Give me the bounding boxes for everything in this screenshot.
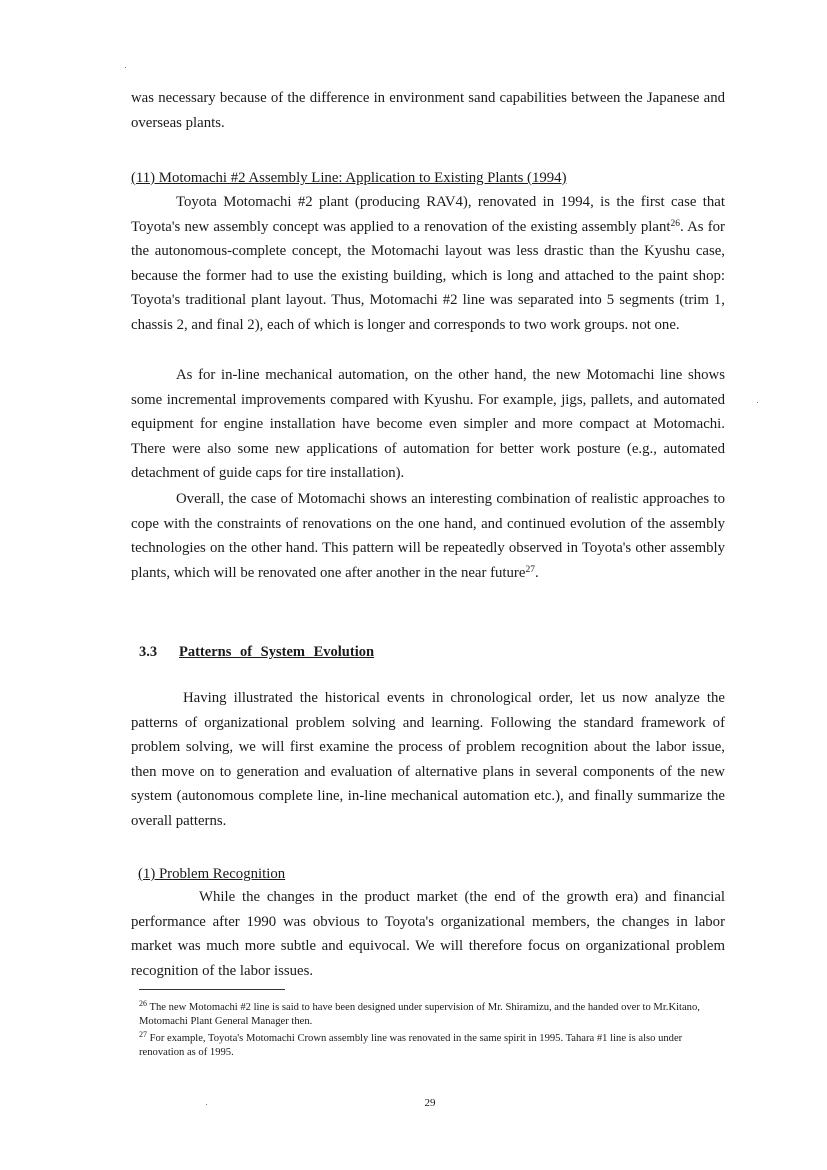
footnote-ref-27[interactable]: 27: [525, 564, 535, 575]
section-heading-3-3: 3.3 Patterns of System Evolution: [139, 644, 375, 660]
paragraph-overall: Overall, the case of Motomachi shows an interesting combination of realistic approaches to cope with the constraints of renovations on the one hand, and continued evolution of the assembly technologies on the other hand. This pattern will be repeatedly observed in Toyota's other assembly plants, which will be renovated one after another in the near future$^{27}$.: [131, 491, 725, 581]
footnote-27: $^{27}$ For example, Toyota's Motomachi Crown assembly line was renovated in the same spirit in 1995. Tahara #1 line is also under renovation as of 1995.: [139, 1030, 683, 1058]
page-number: 29: [424, 1097, 436, 1109]
paragraph-problem-recognition: While the changes in the product market (the end of the growth era) and financial performance after 1990 was obvious to Toyota's organizational members, the changes in labor market was much more subtle and equivocal. We will therefore focus on organizational problem recognition of the labor issues.: [131, 889, 725, 979]
paragraph-patterns-intro: Having illustrated the historical events in chronological order, let us now analyze the patterns of organizational problem solving and learning. Following the standard framework of problem solving, we will first examine the process of problem recognition about the labor issue, then move on to generation and evaluation of alternative plans in several components of the new system (autonomous complete line, in-line mechanical automation etc.), and finally summarize the overall patterns.: [131, 690, 725, 829]
footnote-26: $^{26}$ The new Motomachi #2 line is said to have been designed under supervision of Mr. Shiramizu, and the handed over to Mr.Kitano, Motomachi Plant General Manager then.: [139, 999, 700, 1027]
scan-speck: [125, 67, 126, 68]
paragraph-continuation: was necessary because of the difference in environment sand capabilities between the Japanese and overseas plants.: [131, 90, 725, 131]
footnote-divider: [139, 989, 285, 990]
footnote-ref-26[interactable]: 26: [670, 218, 680, 229]
scan-speck: [757, 402, 758, 403]
paragraph-motomachi-intro: Toyota Motomachi #2 plant (producing RAV4), renovated in 1994, is the first case that Toyota's new assembly concept was applied to a renovation of the existing assembly plant$^{26}$. As for the autonomous-complete concept, the Motomachi layout was less drastic than the Kyushu case, because the former had to use the existing building, which is long and attached to the paint shop: Toyota's traditional plant layout. Thus, Motomachi #2 line was separated into 5 segments (trim 1, chassis 2, and final 2), each of which is longer and corresponds to two work groups. not one.: [131, 194, 725, 333]
subsection-heading-problem-recognition: (1) Problem Recognition: [138, 866, 286, 882]
subsection-heading-motomachi: (11) Motomachi #2 Assembly Line: Application to Existing Plants (1994): [131, 170, 567, 186]
paragraph-inline-automation: As for in-line mechanical automation, on the other hand, the new Motomachi line shows some incremental improvements compared with Kyushu. For example, jigs, pallets, and automated equipment for engine installation have become even simpler and more compact at Motomachi. There were also some new applications of automation for better work posture (e.g., automated detachment of guide caps for tire installation).: [131, 367, 725, 482]
